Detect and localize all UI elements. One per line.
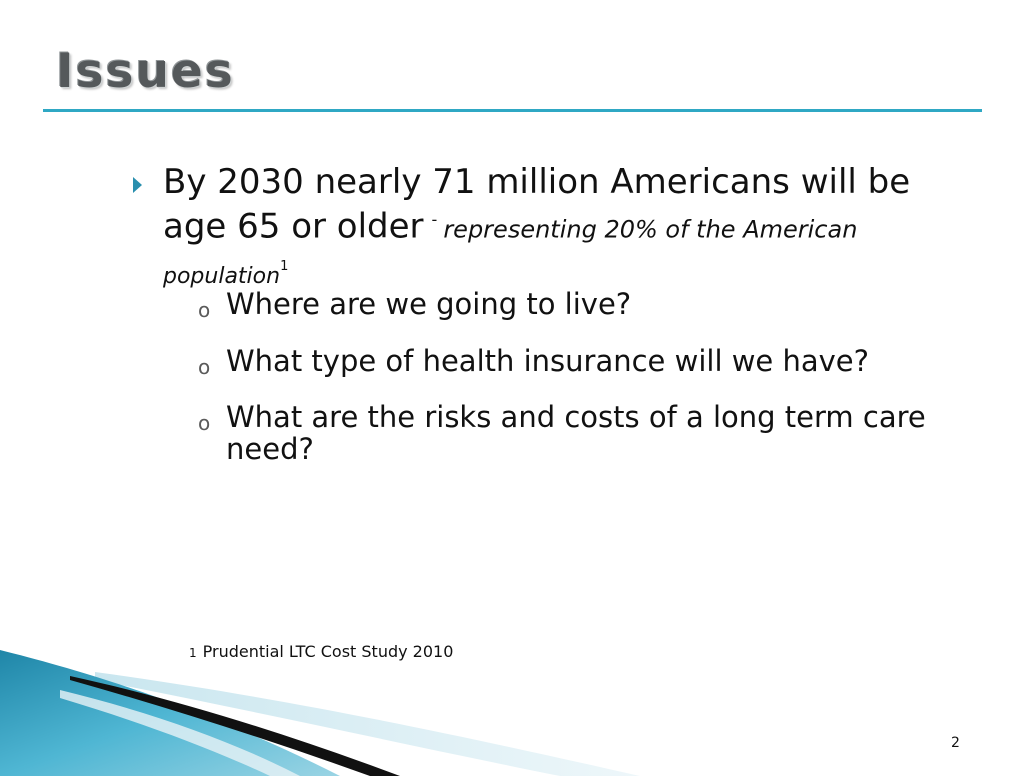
- footnote-mark: 1: [189, 646, 197, 660]
- sub-bullet-2: [198, 344, 971, 379]
- page-number: 2: [951, 735, 960, 751]
- sub-bullet-3: [198, 400, 971, 466]
- sub-bullet-text: What are the risks and costs of a long term care need?: [226, 400, 926, 466]
- footnote: [189, 642, 453, 661]
- main-bullet-text: By 2030 nearly 71 million Americans will be age 65 or older: [163, 162, 911, 247]
- circle-bullet-icon: o: [198, 298, 211, 322]
- slide-title: Issues: [56, 44, 235, 99]
- sub-bullet-text: Where are we going to live?: [226, 287, 632, 321]
- sub-bullet-1: [198, 287, 971, 322]
- triangle-bullet-icon: [133, 177, 142, 193]
- sub-bullet-text: What type of health insurance will we have?: [226, 344, 870, 378]
- main-bullet-note-cont: population: [163, 263, 281, 289]
- main-bullet-dash: -: [431, 210, 438, 229]
- main-bullet-note: representing 20% of the American: [443, 215, 858, 244]
- footnote-reference: 1: [280, 259, 289, 275]
- footnote-text: Prudential LTC Cost Study 2010: [202, 642, 454, 661]
- title-divider: [43, 109, 982, 112]
- main-bullet: [163, 163, 973, 292]
- circle-bullet-icon: o: [198, 355, 211, 379]
- circle-bullet-icon: o: [198, 411, 211, 435]
